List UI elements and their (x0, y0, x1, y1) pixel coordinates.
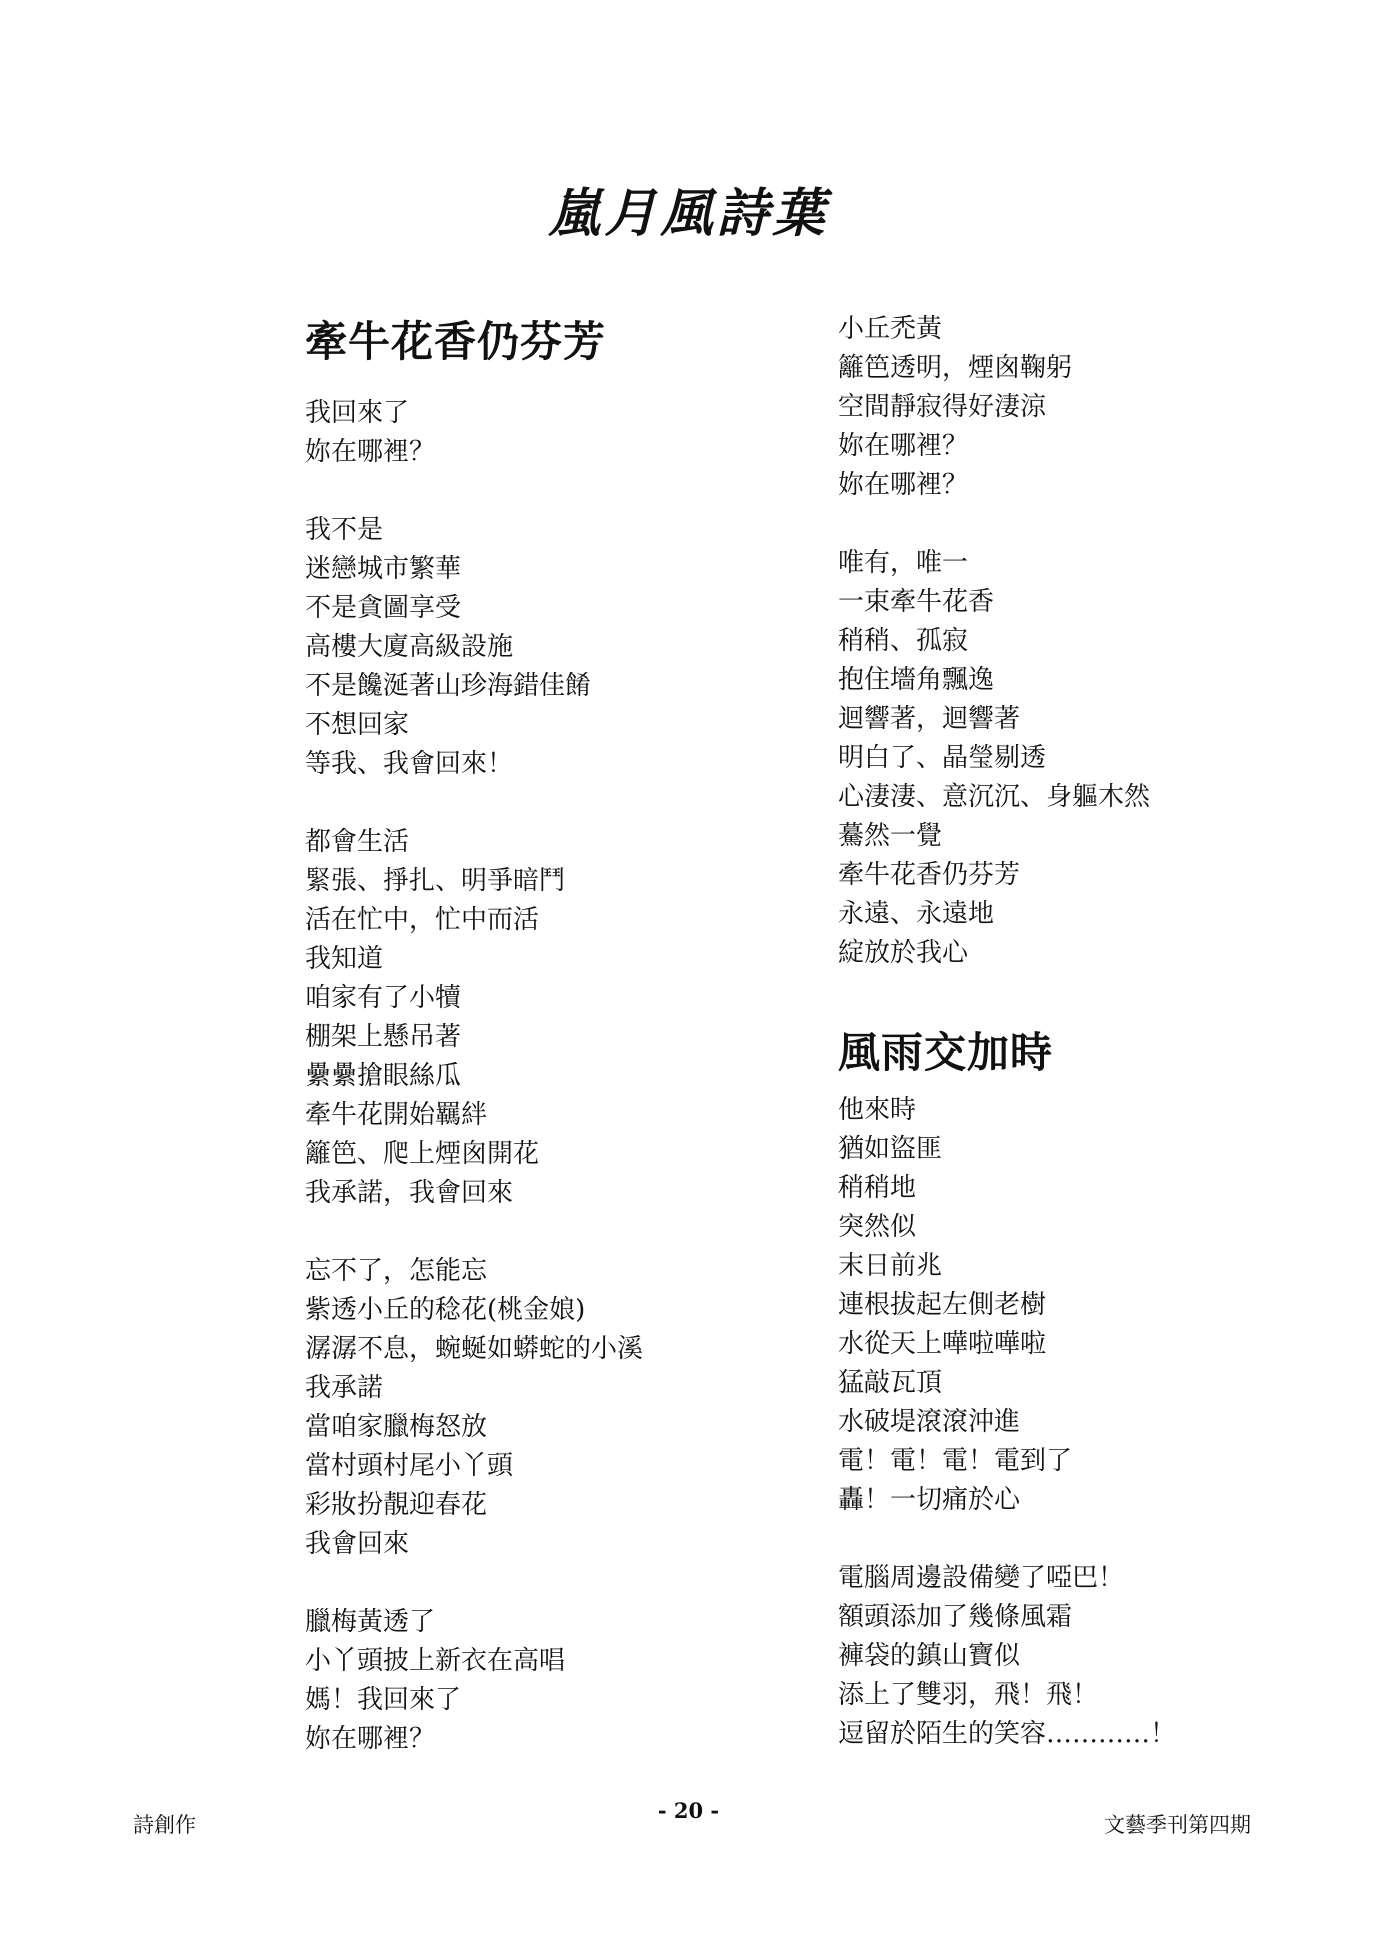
poem-line: 明白了、晶瑩剔透 (838, 743, 1047, 773)
poem-line: 棚架上懸吊著 (305, 1022, 462, 1052)
poem-line: 突然似 (838, 1212, 917, 1242)
poem-line: 彩妝扮靚迎春花 (305, 1490, 488, 1520)
poem-line: 臘梅黃透了 (305, 1607, 436, 1637)
stanza (305, 1252, 825, 1564)
poem-line: 驀然一覺 (838, 821, 943, 851)
stanza (305, 394, 825, 472)
poem-line: 迴響著，迴響著 (838, 704, 1021, 734)
poem-line: 籬笆透明，煙囪鞠躬 (838, 353, 1073, 383)
poem-body (838, 1091, 1318, 1754)
poem-line: 末日前兆 (838, 1251, 943, 1281)
poem-line: 不想回家 (305, 710, 410, 740)
poem-line: 妳在哪裡？ (838, 470, 969, 500)
poem-line: 當咱家臘梅怒放 (305, 1412, 488, 1442)
poem-line: 我承諾，我會回來 (305, 1178, 514, 1208)
poem-line: 褲袋的鎮山寶似 (838, 1641, 1021, 1671)
poem-line: 我回來了 (305, 398, 410, 428)
stanza (305, 1603, 825, 1759)
poem-line: 紫透小丘的稔花(桃金娘) (305, 1295, 586, 1325)
poem-line: 潺潺不息，蜿蜒如蟒蛇的小溪 (305, 1334, 644, 1364)
stanza (305, 511, 825, 784)
stanza (838, 1559, 1318, 1754)
poem-line: 小丫頭披上新衣在高唱 (305, 1646, 566, 1676)
poem-line: 我會回來 (305, 1529, 410, 1559)
stanza (838, 544, 1318, 973)
poem-line: 猛敲瓦頂 (838, 1368, 943, 1398)
poem-line: 不是貪圖享受 (305, 593, 462, 623)
poem-line: 抱住墻角飄逸 (838, 665, 995, 695)
footer-publication: 文藝季刊第四期 (1104, 1813, 1251, 1837)
right-column (838, 310, 1318, 1793)
left-column (305, 312, 825, 1798)
poem-line: 咱家有了小犢 (305, 983, 462, 1013)
poem-line: 忘不了，怎能忘 (305, 1256, 488, 1286)
poem-line: 妳在哪裡？ (305, 437, 436, 467)
poem-line: 緊張、掙扎、明爭暗鬥 (305, 866, 566, 896)
stanza (838, 1091, 1318, 1520)
poem-line: 都會生活 (305, 827, 410, 857)
poem-line: 永遠、永遠地 (838, 899, 995, 929)
poem-line: 妳在哪裡？ (305, 1724, 436, 1754)
poem-line: 唯有，唯一 (838, 548, 969, 578)
poem-line: 活在忙中，忙中而活 (305, 905, 540, 935)
poem-line: 逗留於陌生的笑容…………！ (838, 1719, 1177, 1749)
poem-line: 轟！一切痛於心 (838, 1485, 1021, 1515)
poem-line: 牽牛花香仍芬芳 (838, 860, 1021, 890)
footer-section-label: 詩創作 (133, 1813, 196, 1837)
poem-line: 我知道 (305, 944, 384, 974)
page-title: 嵐月風詩葉 (548, 183, 829, 244)
poem-body (305, 394, 825, 1759)
poem-title: 風雨交加時 (838, 1028, 1054, 1077)
stanza (838, 310, 1318, 505)
poem-body-continued (838, 310, 1318, 973)
poem-line: 小丘禿黃 (838, 314, 943, 344)
poem-line: 心淒淒、意沉沉、身軀木然 (838, 782, 1151, 812)
poem-line: 他來時 (838, 1095, 917, 1125)
poem-line: 電腦周邊設備變了啞巴！ (838, 1563, 1125, 1593)
poem-line: 等我、我會回來！ (305, 749, 514, 779)
poem-line: 稍稍、孤寂 (838, 626, 969, 656)
poem-line: 高樓大廈高級設施 (305, 632, 514, 662)
poem-line: 額頭添加了幾條風霜 (838, 1602, 1073, 1632)
poem-line: 連根拔起左側老樹 (838, 1290, 1047, 1320)
poem-line: 添上了雙羽，飛！飛！ (838, 1680, 1099, 1710)
poem-line: 一束牽牛花香 (838, 587, 995, 617)
poem-line: 籬笆、爬上煙囪開花 (305, 1139, 540, 1169)
poem-line: 猶如盜匪 (838, 1134, 943, 1164)
poem-line: 媽！我回來了 (305, 1685, 462, 1715)
poem-line: 纍纍搶眼絲瓜 (305, 1061, 462, 1091)
poem-line: 水從天上嘩啦嘩啦 (838, 1329, 1047, 1359)
poem-title: 牽牛花香仍芬芳 (305, 317, 607, 366)
poem-line: 空間靜寂得好淒涼 (838, 392, 1047, 422)
poem-line: 我不是 (305, 515, 384, 545)
poem-line: 電！電！電！電到了 (838, 1446, 1073, 1476)
stanza (305, 823, 825, 1213)
poem-line: 水破堤滾滾沖進 (838, 1407, 1021, 1437)
poem-line: 迷戀城市繁華 (305, 554, 462, 584)
poem-line: 綻放於我心 (838, 938, 969, 968)
poem-line: 我承諾 (305, 1373, 384, 1403)
page-number: - 20 - (657, 1798, 720, 1823)
poem-line: 妳在哪裡？ (838, 431, 969, 461)
poem-line: 當村頭村尾小丫頭 (305, 1451, 514, 1481)
poem-line: 稍稍地 (838, 1173, 917, 1203)
poem-line: 不是饞涎著山珍海錯佳餚 (305, 671, 592, 701)
poem-line: 牽牛花開始羈絆 (305, 1100, 488, 1130)
